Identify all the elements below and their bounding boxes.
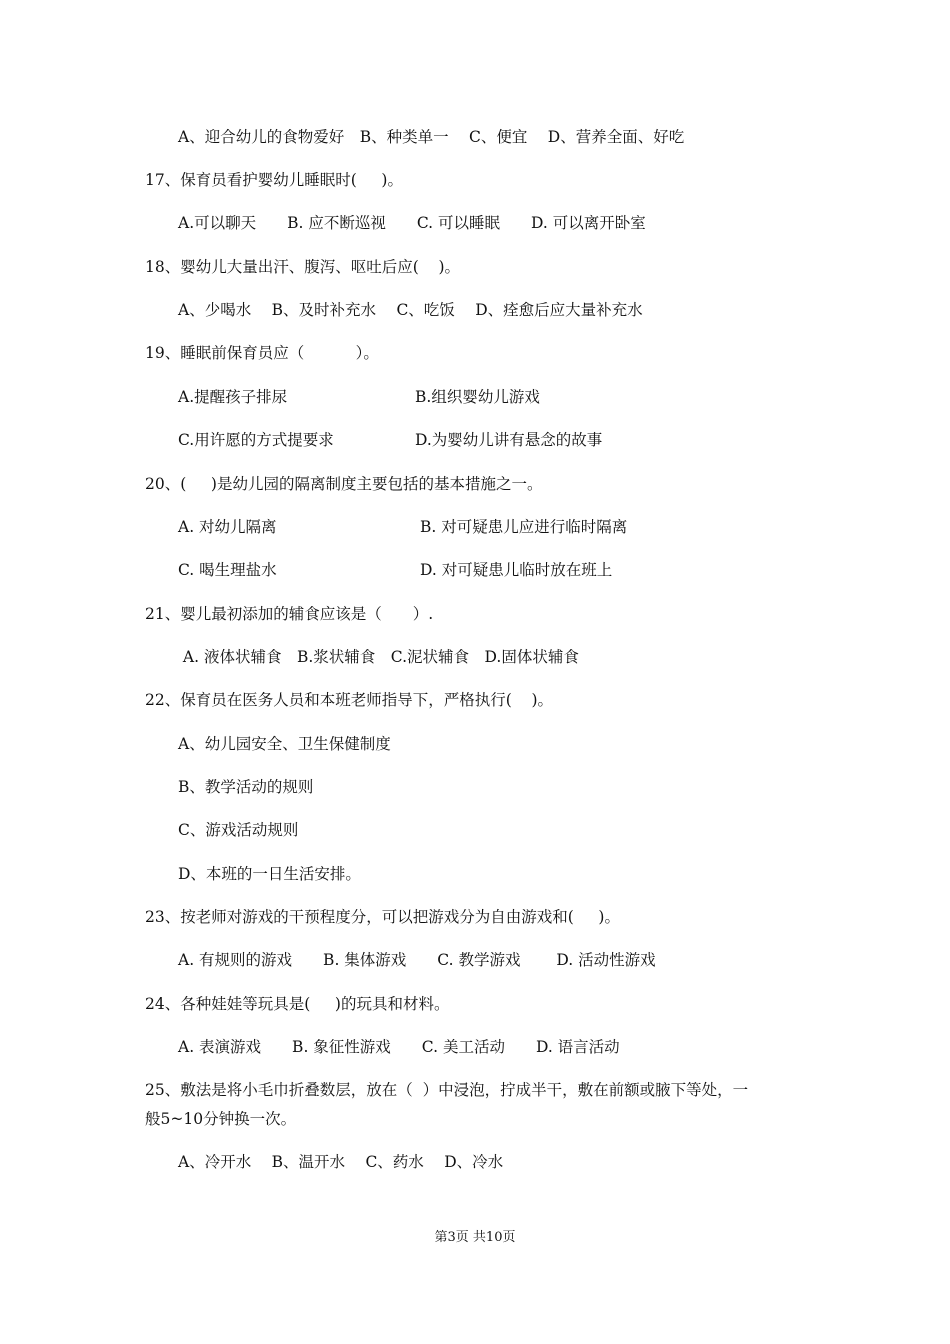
question-22: 22、保育员在医务人员和本班老师指导下，严格执行( )。 xyxy=(145,691,554,709)
page-footer: 第3页 共10页 xyxy=(434,1230,516,1245)
q19-option-c: C.用许愿的方式提要求 xyxy=(178,431,334,449)
question-23: 23、按老师对游戏的干预程度分，可以把游戏分为自由游戏和( )。 xyxy=(145,908,620,926)
question-24: 24、各种娃娃等玩具是( )的玩具和材料。 xyxy=(145,995,450,1013)
q22-option-d: D、本班的一日生活安排。 xyxy=(178,865,361,883)
question-19: 19、睡眠前保育员应（ ）。 xyxy=(145,344,379,362)
q22-option-c: C、游戏活动规则 xyxy=(178,821,299,839)
q23-options: A. 有规则的游戏 B. 集体游戏 C. 教学游戏 D. 活动性游戏 xyxy=(178,951,656,969)
q22-option-a: A、幼儿园安全、卫生保健制度 xyxy=(178,735,391,753)
question-21: 21、婴儿最初添加的辅食应该是（ ）. xyxy=(145,605,434,623)
q22-option-b: B、教学活动的规则 xyxy=(178,778,314,796)
question-20: 20、( )是幼儿园的隔离制度主要包括的基本措施之一。 xyxy=(145,475,543,493)
question-25-line-1: 25、敷法是将小毛巾折叠数层，放在（ ）中浸泡，拧成半干，敷在前额或腋下等处，一 xyxy=(145,1081,749,1099)
q16-options: A、迎合幼儿的食物爱好 B、种类单一 C、便宜 D、营养全面、好吃 xyxy=(178,128,685,146)
q24-options: A. 表演游戏 B. 象征性游戏 C. 美工活动 D. 语言活动 xyxy=(178,1038,620,1056)
q19-option-a: A.提醒孩子排尿 xyxy=(178,388,288,406)
q20-option-a: A. 对幼儿隔离 xyxy=(178,518,277,536)
q19-option-b: B.组织婴幼儿游戏 xyxy=(415,388,540,406)
question-25-line-2: 般5~10分钟换一次。 xyxy=(145,1110,297,1128)
q20-option-d: D. 对可疑患儿临时放在班上 xyxy=(420,561,613,579)
q20-option-b: B. 对可疑患儿应进行临时隔离 xyxy=(420,518,628,536)
q19-option-d: D.为婴幼儿讲有悬念的故事 xyxy=(415,431,603,449)
q25-options: A、冷开水 B、温开水 C、药水 D、冷水 xyxy=(178,1153,504,1171)
q18-options: A、少喝水 B、及时补充水 C、吃饭 D、痊愈后应大量补充水 xyxy=(178,301,643,319)
q21-options: A. 液体状辅食 B.浆状辅食 C.泥状辅食 D.固体状辅食 xyxy=(178,648,579,666)
question-17: 17、保育员看护婴幼儿睡眠时( )。 xyxy=(145,171,403,189)
q20-option-c: C. 喝生理盐水 xyxy=(178,561,277,579)
question-18: 18、婴幼儿大量出汗、腹泻、呕吐后应( )。 xyxy=(145,258,461,276)
q17-options: A.可以聊天 B. 应不断巡视 C. 可以睡眠 D. 可以离开卧室 xyxy=(178,214,646,232)
